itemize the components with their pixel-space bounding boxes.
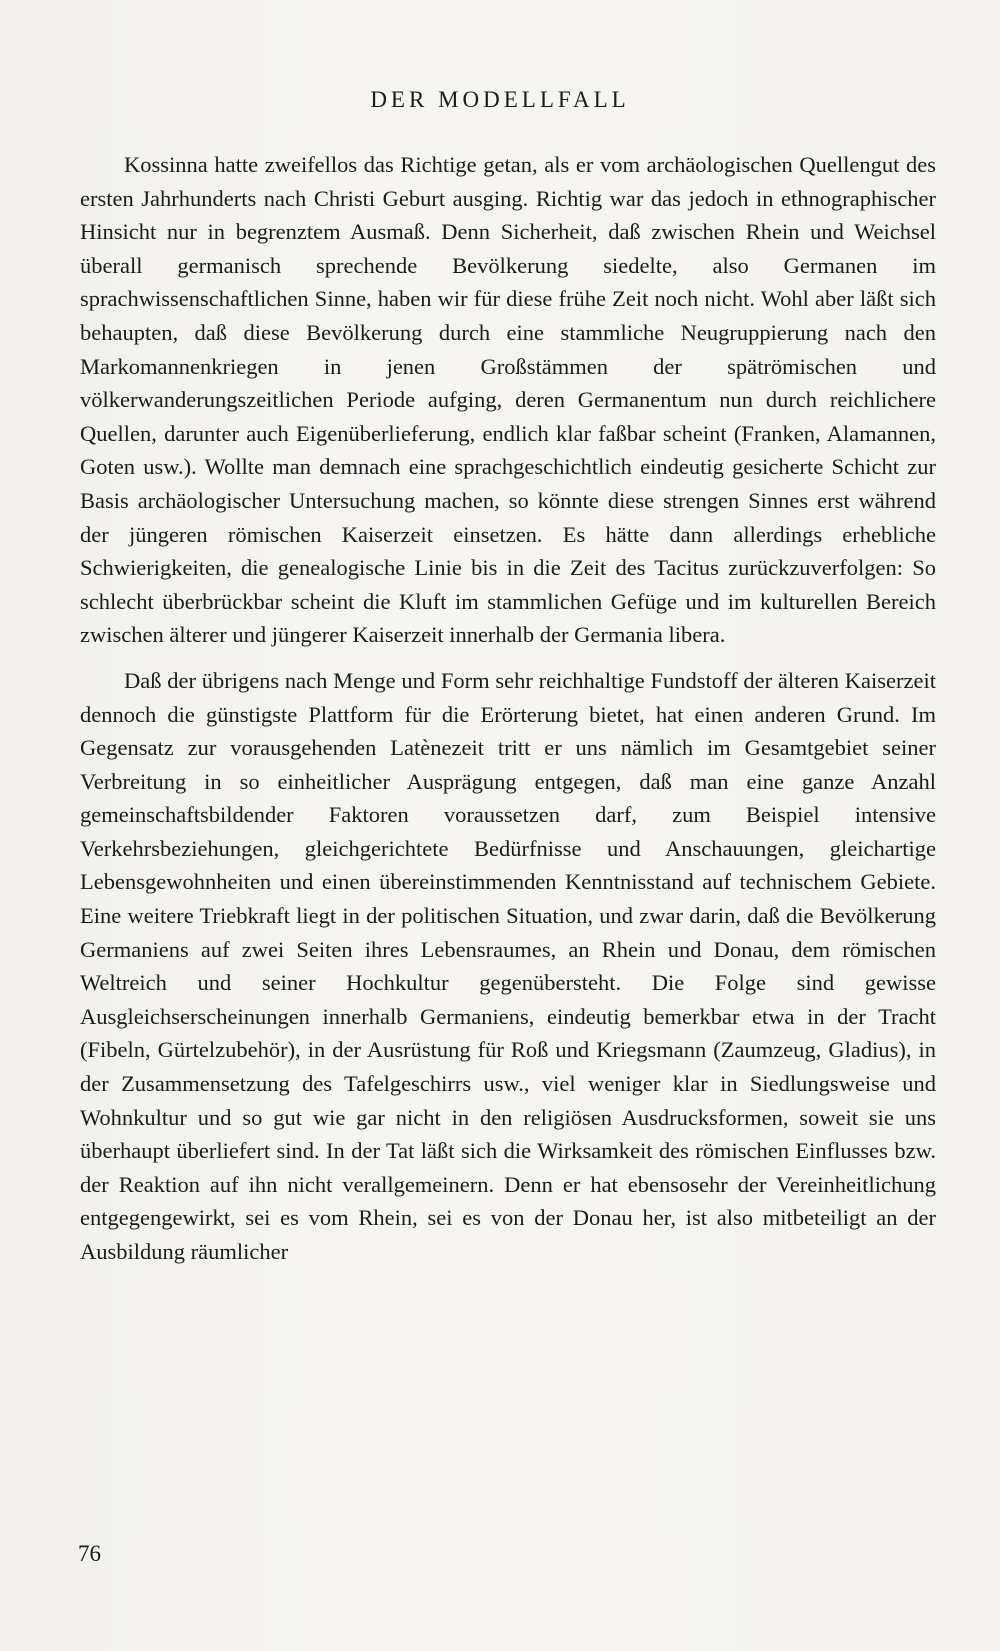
body-text [80,148,936,1269]
page-number: 76 [78,1541,101,1566]
paragraph-2: Daß der übrigens nach Menge und Form sehr reichhaltige Fundstoff der älteren Kaiserzeit dennoch die günstigste Plattform für die Erörterung bietet, hat einen anderen Grund. Im Gegensatz zur vorausgehenden Latènezeit tritt er uns nämlich im Gesamtgebiet seiner Verbreitung in so einheitlicher Ausprägung entgegen, daß man eine ganze Anzahl gemeinschaftsbildender Faktoren voraussetzen darf, zum Beispiel intensive Verkehrsbeziehungen, gleichgerichtete Bedürfnisse und Anschauungen, gleichartige Lebensgewohnheiten und einen übereinstimmenden Kenntnisstand auf technischem Gebiete. Eine weitere Triebkraft liegt in der politischen Situation, und zwar darin, daß die Bevölkerung Germaniens auf zwei Seiten ihres Lebensraumes, an Rhein und Donau, dem römischen Weltreich und seiner Hochkultur gegenübersteht. Die Folge sind gewisse Ausgleichserscheinungen innerhalb Germaniens, eindeutig bemerkbar etwa in der Tracht (Fibeln, Gürtelzubehör), in der Ausrüstung für Roß und Kriegsmann (Zaumzeug, Gladius), in der Zusammensetzung des Tafelgeschirrs usw., viel weniger klar in Siedlungsweise und Wohnkultur und so gut wie gar nicht in den religiösen Ausdrucksformen, soweit sie uns überhaupt überliefert sind. In der Tat läßt sich die Wirksamkeit des römischen Einflusses bzw. der Reaktion auf ihn nicht verallgemeinern. Denn er hat ebensosehr der Vereinheitlichung entgegengewirkt, sei es vom Rhein, sei es von der Donau her, ist also mitbeteiligt an der Ausbildung räumlicher [80,667,936,1264]
paragraph-1: Kossinna hatte zweifellos das Richtige getan, als er vom archäologischen Quellengut des ersten Jahrhunderts nach Christi Geburt ausging. Richtig war das jedoch in ethnographischer Hinsicht nur in begrenztem Ausmaß. Denn Sicherheit, daß zwischen Rhein und Weichsel überall germanisch sprechende Bevölkerung siedelte, also Germanen im sprachwissenschaftlichen Sinne, haben wir für diese frühe Zeit noch nicht. Wohl aber läßt sich behaupten, daß diese Bevölkerung durch eine stammliche Neugruppierung nach den Markomannenkriegen in jenen Großstämmen der spätrömischen und völkerwanderungszeitlichen Periode aufging, deren Germanentum nun durch reichlichere Quellen, darunter auch Eigenüberlieferung, endlich klar faßbar scheint (Franken, Alamannen, Goten usw.). Wollte man demnach eine sprachgeschichtlich eindeutig gesicherte Schicht zur Basis archäologischer Untersuchung machen, so könnte diese strengen Sinnes erst während der jüngeren römischen Kaiserzeit einsetzen. Es hätte dann allerdings erhebliche Schwierigkeiten, die genealogische Linie bis in die Zeit des Tacitus zurückzuverfolgen: So schlecht überbrückbar scheint die Kluft im stammlichen Gefüge und im kulturellen Bereich zwischen älterer und jüngerer Kaiserzeit innerhalb der Germania libera. [80,152,936,648]
running-head: DER MODELLFALL [370,87,630,112]
